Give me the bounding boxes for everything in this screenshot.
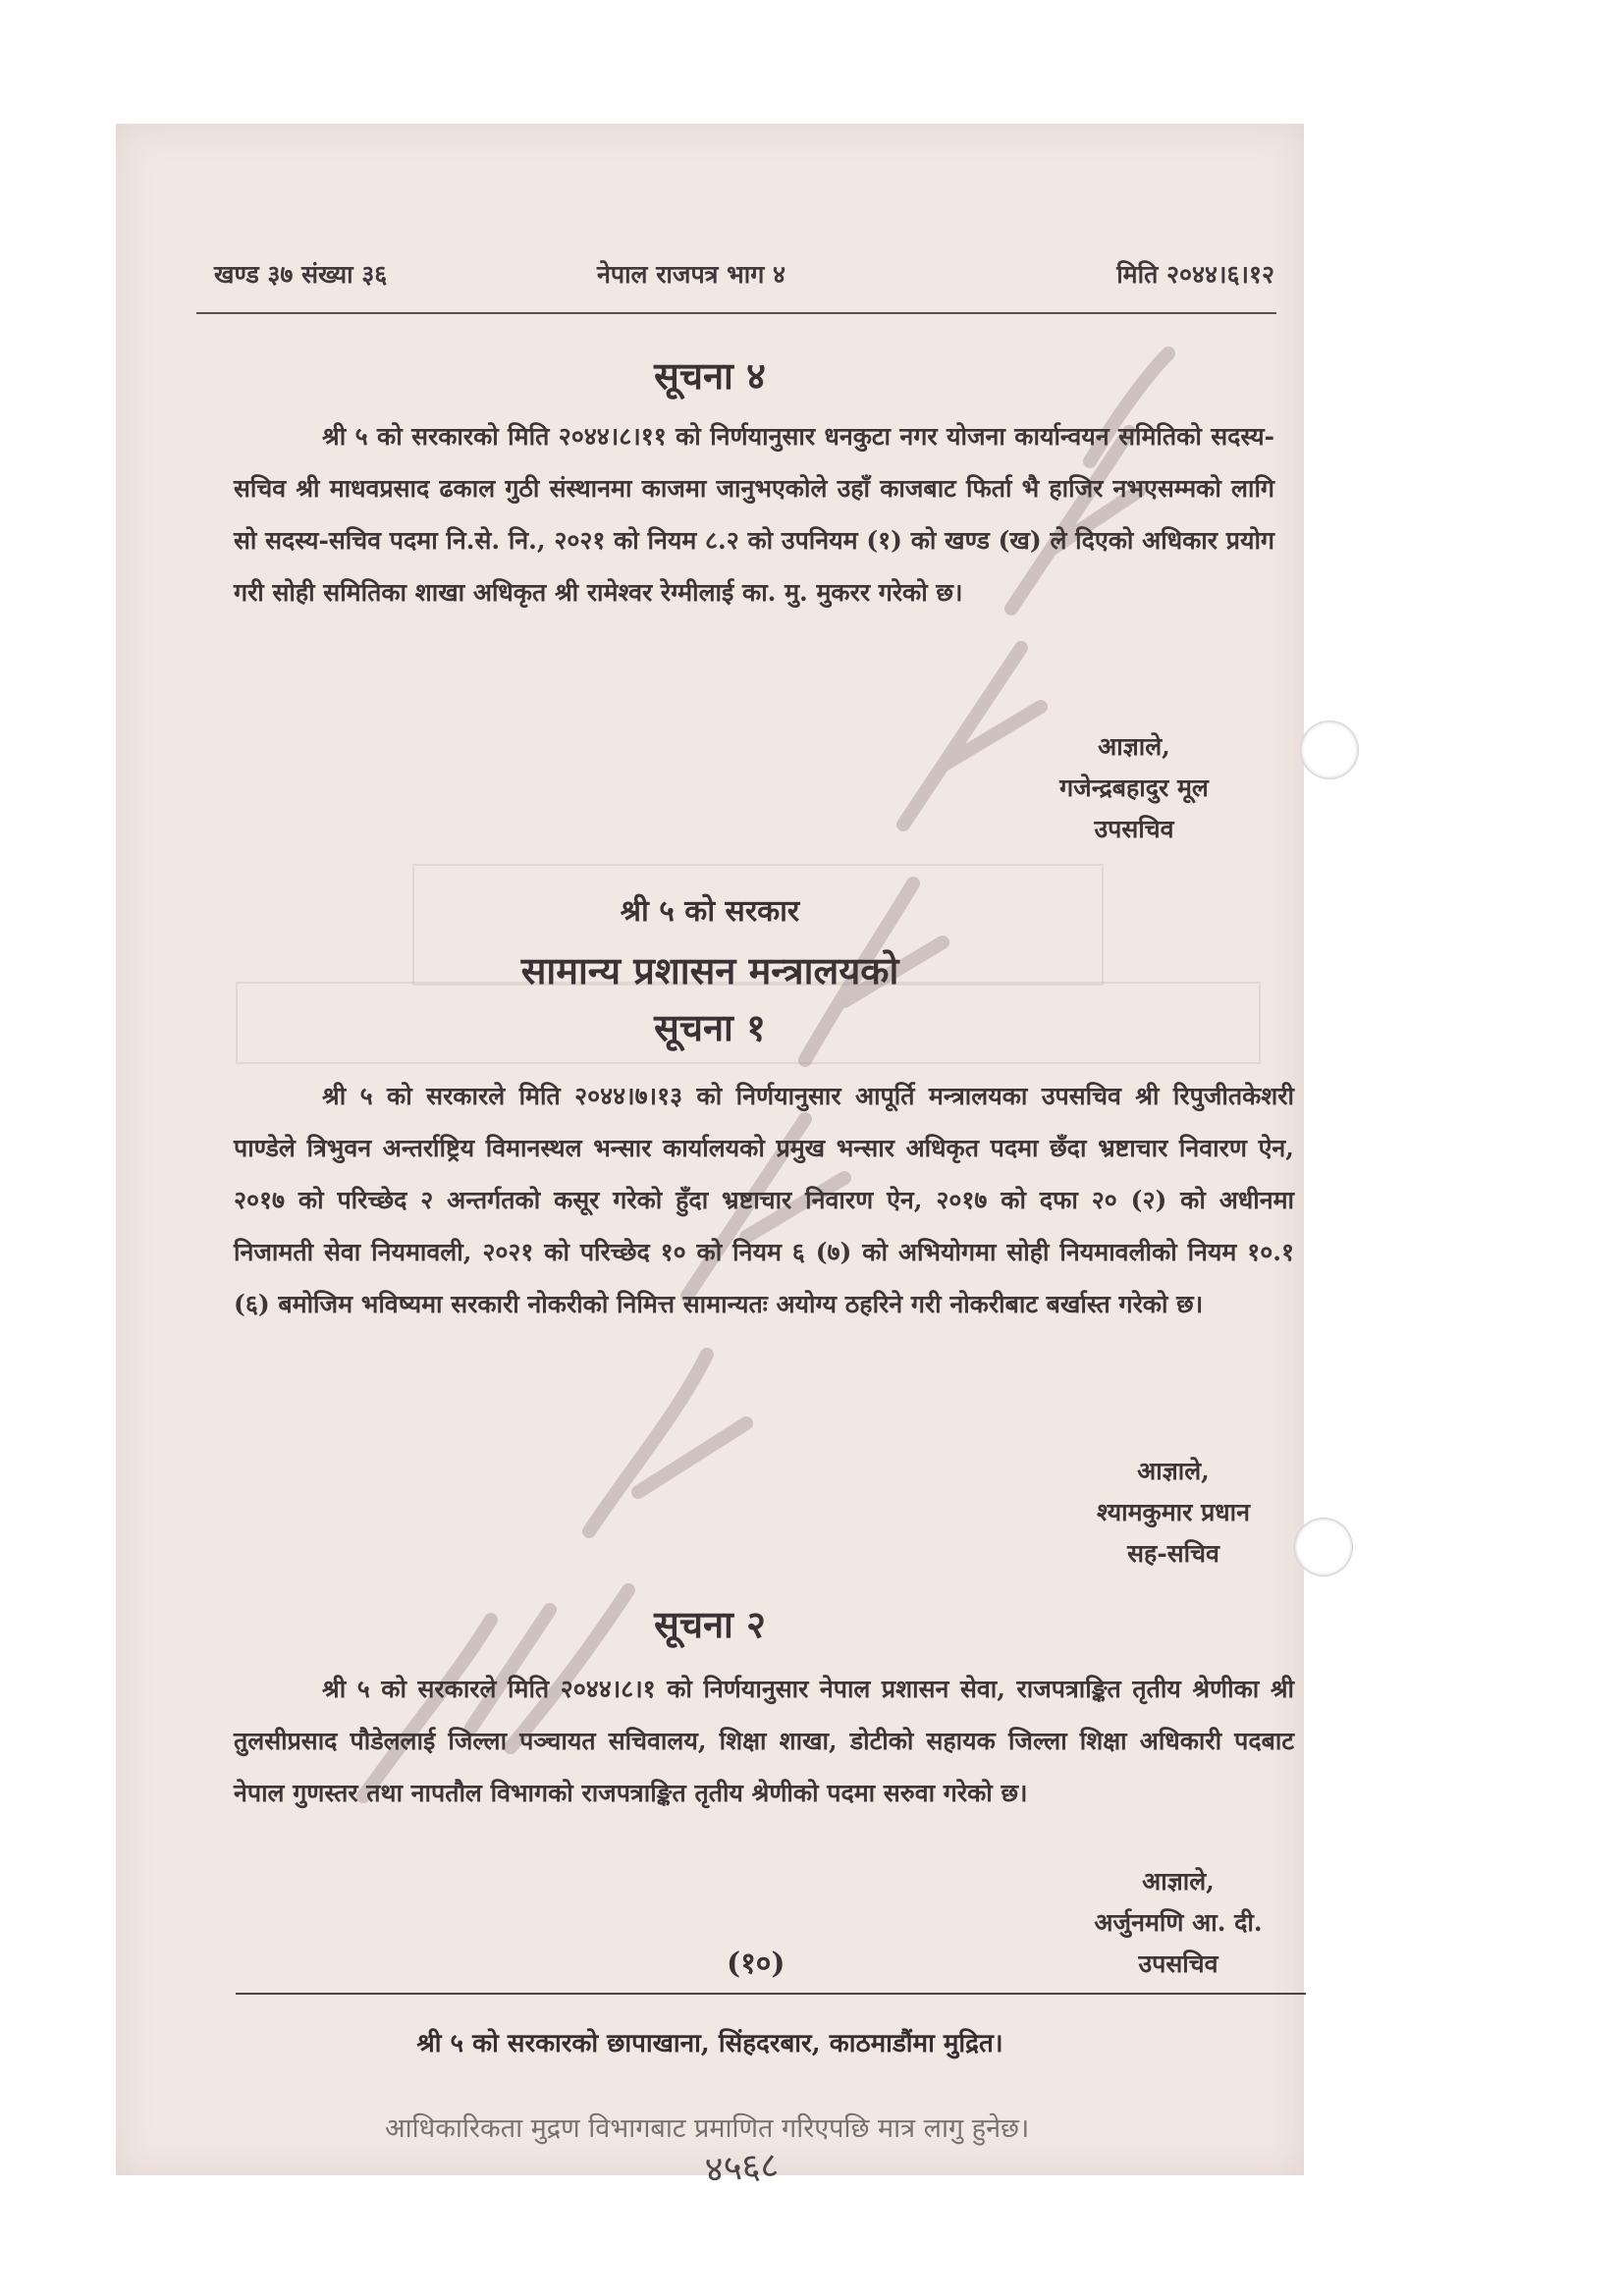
signature-designation: उपसचिव: [1094, 815, 1174, 843]
signature-order: आज्ञाले,: [1137, 1457, 1210, 1485]
punch-hole-top: [1300, 721, 1359, 779]
publication-name: नेपाल राजपत्र भाग ४: [597, 260, 785, 289]
notice-4-title: सूचना ४: [654, 353, 766, 398]
signature-order: आज्ञाले,: [1098, 732, 1170, 761]
signature-designation: उपसचिव: [1138, 1949, 1218, 1978]
printer-credit: श्री ५ को सरकारको छापाखाना, सिंहदरबार, काठमाडौंमा मुद्रित।: [416, 2029, 1003, 2058]
signature-name: गजेन्द्रबहादुर मूल: [1059, 774, 1209, 802]
notice-1-title: सूचना १: [654, 1005, 766, 1049]
ministry-name: सामान्य प्रशासन मन्त्रालयको: [520, 948, 899, 992]
notice-1-signature: [1041, 1451, 1306, 1575]
gazette-header: [214, 257, 1274, 304]
publication-date: मिति २०४४।६।१२: [1116, 260, 1274, 289]
notice-4-body: श्री ५ को सरकारको मिति २०४४।८।११ को निर्णयानुसार धनकुटा नगर योजना कार्यान्वयन समितिको सदस्य-सचिव श्री माधवप्रसाद ढकाल गुठी संस्थानमा काजमा जानुभएकोले उहाँ काजबाट फिर्ता भै हाजिर नभएसम्मको लागि सो सदस्य-सचिव पदमा नि.से. नि., २०२१ को नियम ८.२ को उपनियम (१) को खण्ड (ख) ले दिएको अधिकार प्रयोग गरी सोही समितिका शाखा अधिकृत श्री रामेश्वर रेग्मीलाई का. मु. मुकरर गरेको छ।: [234, 422, 1274, 607]
notice-2-body: श्री ५ को सरकारले मिति २०४४।८।१ को निर्णयानुसार नेपाल प्रशासन सेवा, राजपत्राङ्कित तृतीय श्रेणीका श्री तुलसीप्रसाद पौडेललाई जिल्ला पञ्चायत सचिवालय, शिक्षा शाखा, डोटीको सहायक जिल्ला शिक्षा अधिकारी पदबाट नेपाल गुणस्तर तथा नापतौल विभागको राजपत्राङ्कित तृतीय श्रेणीको पदमा सरुवा गरेको छ।: [234, 1675, 1294, 1807]
page-number: (१०): [727, 1947, 785, 1981]
signature-name: अर्जुनमणि आ. दी.: [1094, 1908, 1263, 1937]
header-divider: [196, 312, 1276, 314]
notice-2-title: सूचना २: [654, 1602, 766, 1646]
authenticity-note: आधिकारिकता मुद्रण विभागबाट प्रमाणित गरिएपछि मात्र लागु हुनेछ।: [385, 2113, 1030, 2144]
notice-2-signature: [1051, 1861, 1306, 1985]
handwritten-number: ४५६८: [703, 2145, 781, 2191]
signature-designation: सह-सचिव: [1127, 1539, 1219, 1568]
footer-divider: [236, 1993, 1306, 1995]
notice-4-signature: [992, 726, 1276, 850]
signature-order: आज्ञाले,: [1142, 1867, 1215, 1896]
notice-1-body: श्री ५ को सरकारले मिति २०४४।७।१३ को निर्णयानुसार आपूर्ति मन्त्रालयका उपसचिव श्री रिपुजीतकेशरी पाण्डेले त्रिभुवन अन्तर्राष्ट्रिय विमानस्थल भन्सार कार्यालयको प्रमुख भन्सार अधिकृत पदमा छँदा भ्रष्टाचार निवारण ऐन, २०१७ को परिच्छेद २ अन्तर्गतको कसूर गरेको हुँदा भ्रष्टाचार निवारण ऐन, २०१७ को दफा २० (२) को अधीनमा निजामती सेवा नियमावली, २०२१ को परिच्छेद १० को नियम ६ (७) को अभियोगमा सोही नियमावलीको नियम १०.१ (६) बमोजिम भविष्यमा सरकारी नोकरीको निमित्त सामान्यतः अयोग्य ठहरिने गरी नोकरीबाट बर्खास्त गरेको छ।: [234, 1082, 1294, 1318]
government-label: श्री ५ को सरकार: [620, 894, 800, 929]
signature-name: श्यामकुमार प्रधान: [1096, 1498, 1251, 1526]
volume-number: खण्ड ३७ संख्या ३६: [214, 260, 388, 289]
